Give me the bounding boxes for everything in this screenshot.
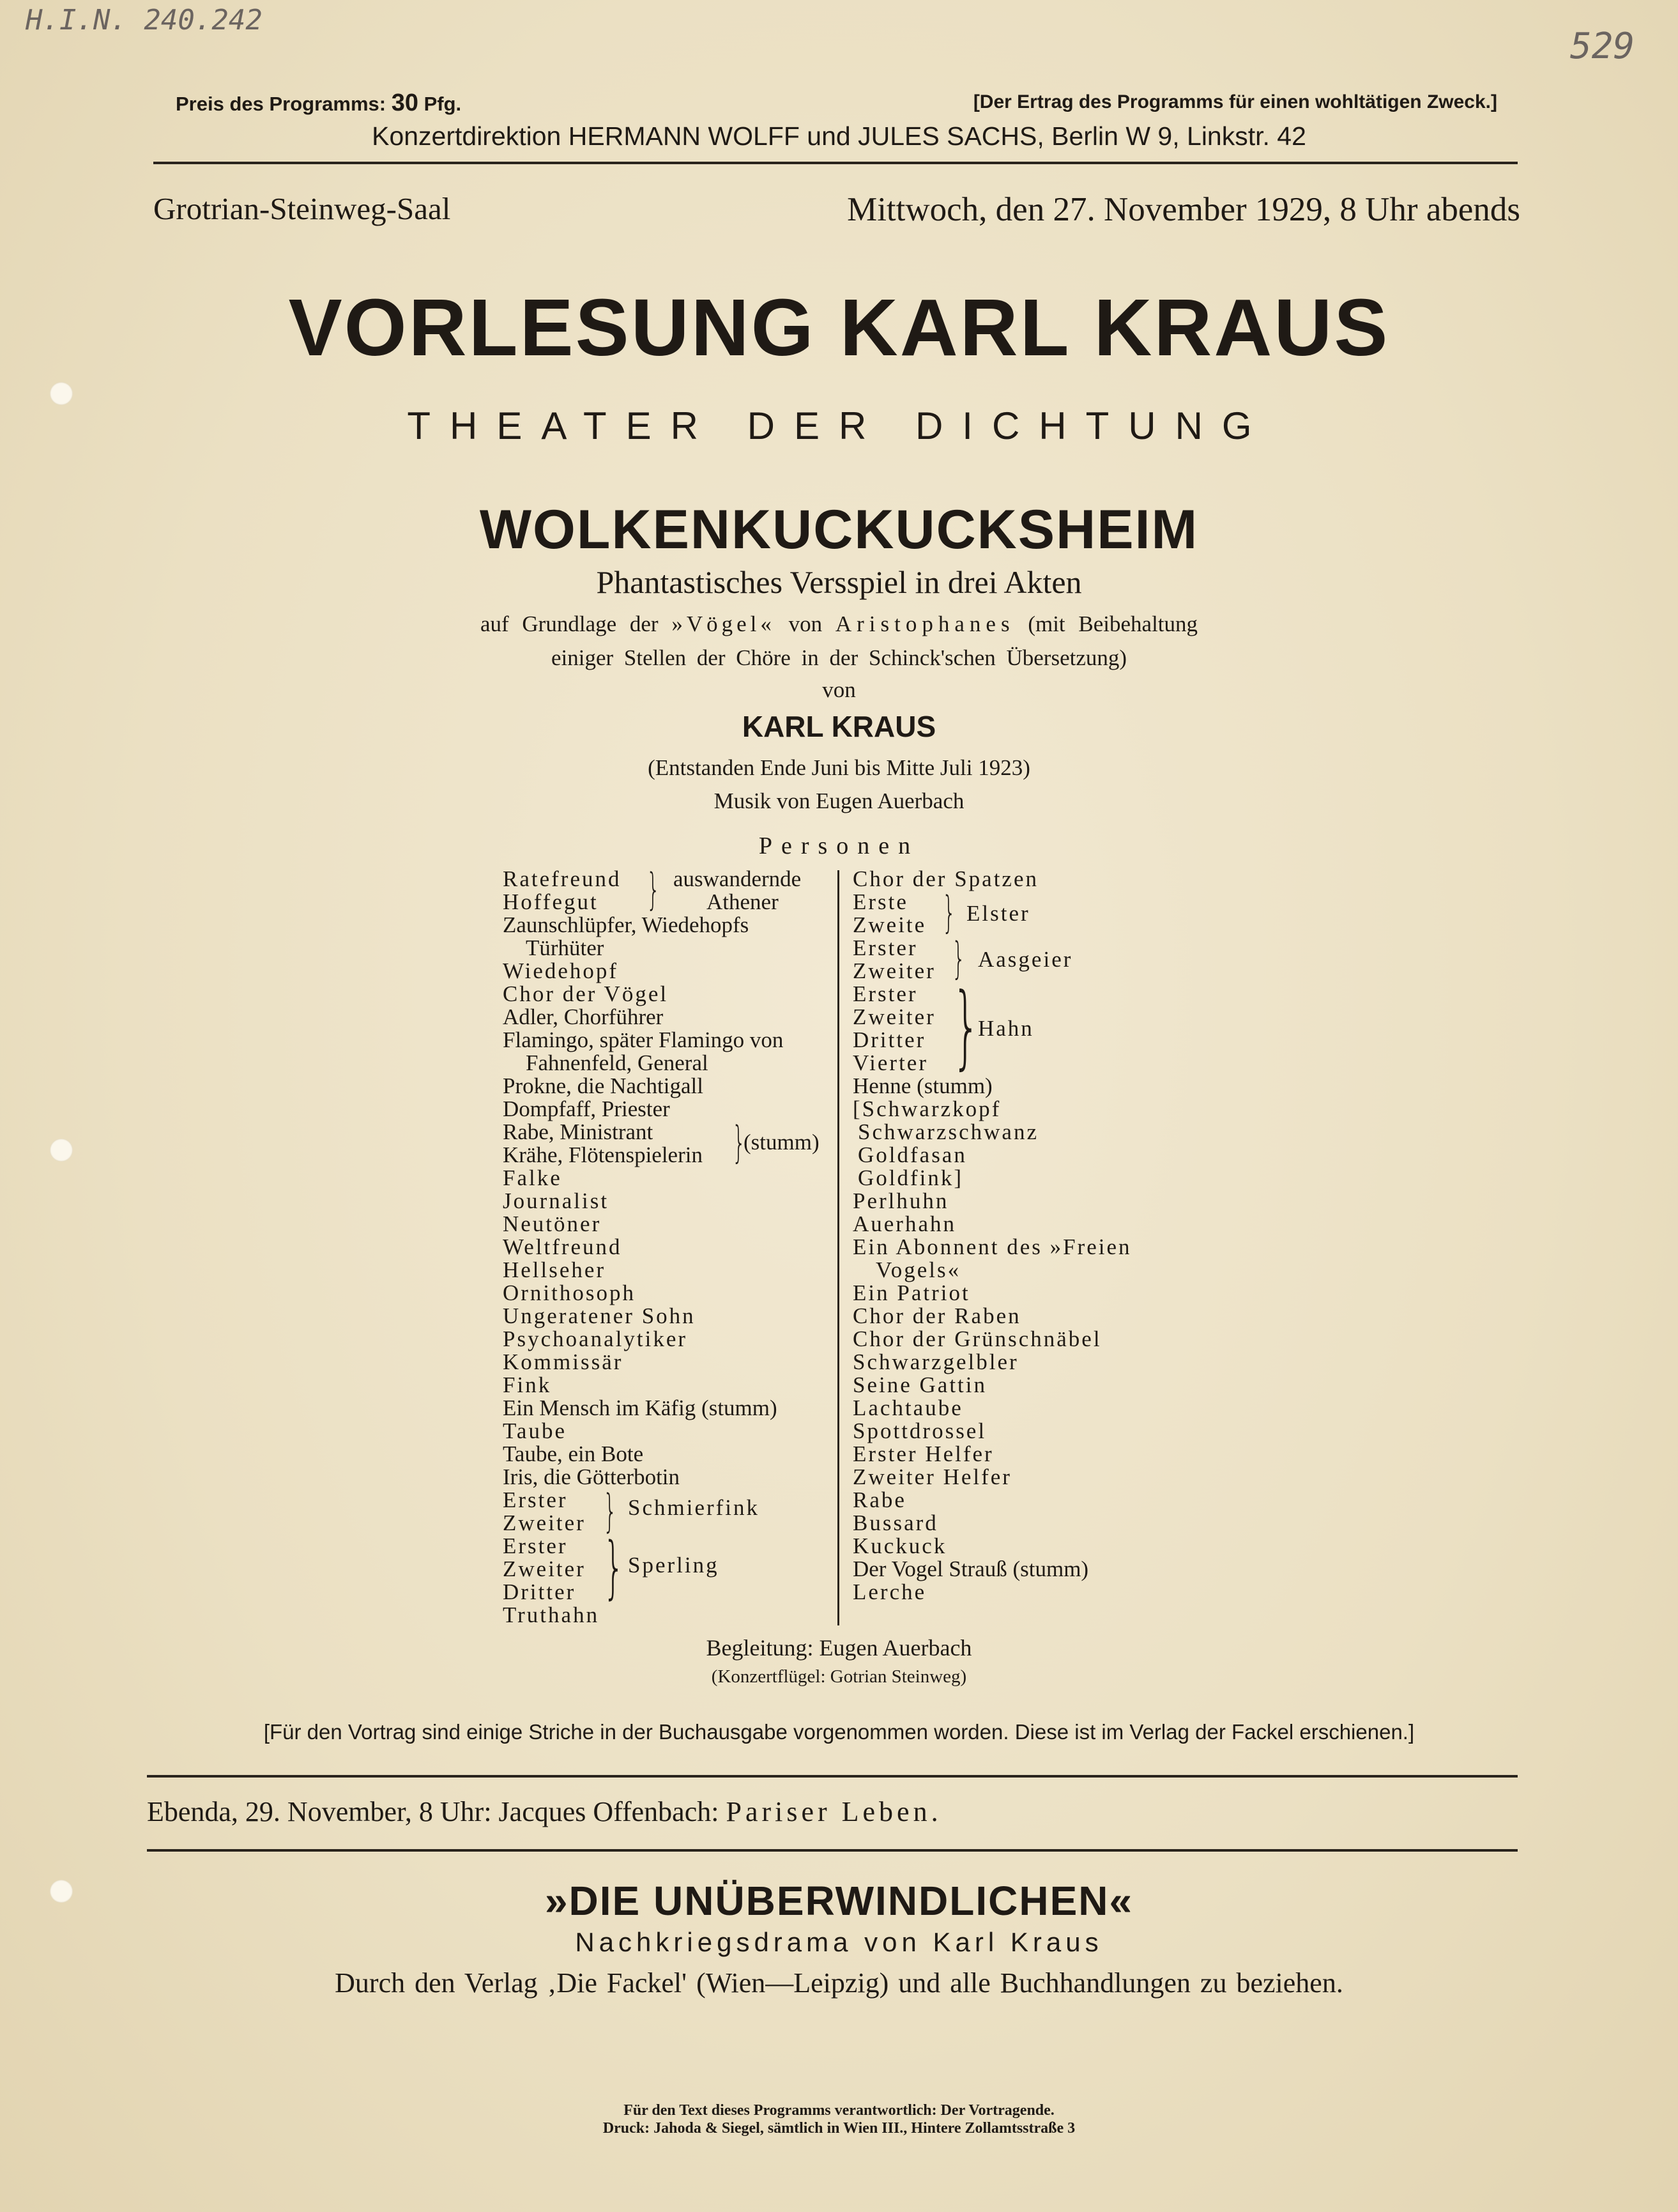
- divider: [153, 162, 1518, 164]
- cast-item: Erster Helfer: [853, 1441, 994, 1466]
- brace-icon: }: [952, 933, 966, 984]
- accompaniment: Begleitung: Eugen Auerbach: [706, 1635, 972, 1661]
- cast-item: Taube, ein Bote: [503, 1441, 644, 1466]
- next-event-title: Pariser Leben.: [726, 1796, 942, 1827]
- brace-icon: }: [952, 974, 981, 1079]
- play-written: (Entstanden Ende Juni bis Mitte Juli 1923): [648, 755, 1030, 780]
- cast-item: Zweiter Helfer: [853, 1464, 1012, 1489]
- cast-item: Zweiter: [503, 1510, 586, 1535]
- cast-item: Zweiter: [503, 1556, 586, 1581]
- cast-item: Erster: [503, 1487, 568, 1512]
- punch-hole: [50, 1139, 73, 1162]
- cast-item: Ein Patriot: [853, 1280, 970, 1305]
- cast-item: Hoffegut: [503, 889, 599, 914]
- basis-von: von: [788, 611, 823, 636]
- cast-item: Lachtaube: [853, 1395, 963, 1420]
- play-author: KARL KRAUS: [742, 710, 936, 743]
- cast-column-divider: [837, 870, 839, 1625]
- cast-group-label: Hahn: [978, 1016, 1034, 1041]
- cast-item: Goldfink]: [858, 1165, 964, 1190]
- page-number: 529: [1570, 26, 1635, 67]
- cast-item: Dritter: [853, 1027, 926, 1052]
- divider: [147, 1849, 1518, 1852]
- performance-note: [Für den Vortrag sind einige Striche in der Buchausgabe vorgenommen worden. Diese ist im Verlag der Fackel erschienen.]: [263, 1720, 1415, 1744]
- cast-item: Kommissär: [503, 1349, 623, 1374]
- basis-aristophanes: Aristophanes: [835, 611, 1015, 636]
- cast-item: Dompfaff, Priester: [503, 1096, 670, 1121]
- divider: [147, 1775, 1518, 1778]
- cast-item: Erster: [853, 981, 918, 1006]
- cast-item: Adler, Chorführer: [503, 1004, 664, 1029]
- play-von: von: [822, 677, 856, 702]
- price-unit: Pfg.: [423, 93, 462, 115]
- cast-item: Wiedehopf: [503, 958, 619, 983]
- cast-item: Seine Gattin: [853, 1372, 987, 1397]
- basis-paren: (mit Beibehaltung: [1028, 611, 1198, 636]
- price-value: 30: [391, 89, 418, 116]
- cast-item: Bussard: [853, 1510, 938, 1535]
- brace-icon: }: [646, 864, 660, 915]
- cast-item: Chor der Spatzen: [853, 866, 1039, 891]
- imprint-line1: Für den Text dieses Programms verantwortlich: Der Vortragende.: [623, 2102, 1055, 2119]
- cast-item: Journalist: [503, 1188, 609, 1213]
- brace-icon: }: [603, 1485, 618, 1537]
- cast-group-label: Schmierfink: [628, 1495, 760, 1520]
- punch-hole: [50, 382, 73, 405]
- cast-item: Psychoanalytiker: [503, 1326, 688, 1351]
- play-subtitle: Phantastisches Versspiel in drei Akten: [596, 564, 1082, 600]
- cast-item: Rabe, Ministrant: [503, 1119, 653, 1144]
- cast-item: Goldfasan: [858, 1142, 967, 1167]
- cast-item: Vogels«: [876, 1257, 961, 1282]
- basis-text: auf Grundlage der: [480, 611, 659, 636]
- cast-item: Der Vogel Strauß (stumm): [853, 1556, 1089, 1581]
- play-music: Musik von Eugen Auerbach: [713, 788, 965, 813]
- cast-group-label: Athener: [706, 889, 779, 914]
- basis-voegel: »Vögel«: [671, 611, 775, 636]
- cast-item: Fahnenfeld, General: [526, 1050, 708, 1075]
- play-title: WOLKENKUCKUCKSHEIM: [479, 499, 1199, 560]
- cast-item: Fink: [503, 1372, 552, 1397]
- cast-item: Hellseher: [503, 1257, 606, 1282]
- cast-item: Türhüter: [526, 935, 604, 960]
- cast-item: Zweiter: [853, 1004, 936, 1029]
- cast-item: Chor der Raben: [853, 1303, 1021, 1328]
- cast-group-label: Sperling: [628, 1553, 719, 1578]
- next-event: [147, 1795, 942, 1828]
- cast-item: Lerche: [853, 1579, 927, 1604]
- cast-item: Zweite: [853, 912, 927, 937]
- cast-item: Zweiter: [853, 958, 936, 983]
- piano-note: (Konzertflügel: Gotrian Steinweg): [711, 1666, 967, 1687]
- advert-title: »DIE UNÜBERWINDLICHEN«: [544, 1878, 1134, 1924]
- cast-group-label: Elster: [966, 901, 1030, 926]
- cast-item: Erste: [853, 889, 908, 914]
- cast-item: Rabe: [853, 1487, 906, 1512]
- brace-icon: }: [603, 1528, 625, 1606]
- cast-item: Iris, die Götterbotin: [503, 1464, 680, 1489]
- cast-item: Spottdrossel: [853, 1418, 987, 1443]
- cast-item: Kuckuck: [853, 1533, 947, 1558]
- brace-icon: }: [942, 887, 956, 938]
- cast-group-label: (stumm): [744, 1130, 820, 1155]
- cast-item: Henne (stumm): [853, 1073, 993, 1098]
- cast-item: Ein Abonnent des »Freien: [853, 1234, 1132, 1259]
- cast-item: Chor der Vögel: [503, 981, 669, 1006]
- cast-item: Vierter: [853, 1050, 929, 1075]
- agency-line: Konzertdirektion HERMANN WOLFF und JULES SACHS, Berlin W 9, Linkstr. 42: [372, 121, 1306, 151]
- cast-item: Erster: [853, 935, 918, 960]
- price-label: Preis des Programms:: [176, 93, 386, 115]
- cast-item: Ungeratener Sohn: [503, 1303, 696, 1328]
- advert-availability: Durch den Verlag ‚Die Fackel' (Wien—Leipzig) und alle Buchhandlungen zu beziehen.: [335, 1967, 1343, 1999]
- cast-item: Erster: [503, 1533, 568, 1558]
- cast-item: Truthahn: [503, 1602, 600, 1627]
- cast-item: Prokne, die Nachtigall: [503, 1073, 703, 1098]
- cast-item: Weltfreund: [503, 1234, 622, 1259]
- cast-item: Schwarzschwanz: [858, 1119, 1039, 1144]
- cast-item: [Schwarzkopf: [853, 1096, 1002, 1121]
- cast-item: Ornithosoph: [503, 1280, 636, 1305]
- play-basis-line1: [0, 611, 1678, 637]
- cast-item: Auerhahn: [853, 1211, 957, 1236]
- cast-group-label: Aasgeier: [978, 947, 1073, 972]
- cast-item: Taube: [503, 1418, 567, 1443]
- cast-item: Ein Mensch im Käfig (stumm): [503, 1395, 777, 1420]
- cast-item: Dritter: [503, 1579, 576, 1604]
- play-basis-line2: einiger Stellen der Chöre in der Schinck'schen Übersetzung): [551, 645, 1127, 670]
- archive-signature: H.I.N. 240.242: [26, 4, 263, 36]
- cast-heading: Personen: [758, 833, 920, 859]
- cast-item: Chor der Grünschnäbel: [853, 1326, 1102, 1351]
- charity-note: [Der Ertrag des Programms für einen wohltätigen Zweck.]: [973, 91, 1497, 112]
- event-datetime: Mittwoch, den 27. November 1929, 8 Uhr abends: [847, 191, 1520, 228]
- brace-icon: }: [732, 1118, 746, 1168]
- venue: Grotrian-Steinweg-Saal: [153, 191, 451, 226]
- cast-item: Neutöner: [503, 1211, 602, 1236]
- cast-item: Perlhuhn: [853, 1188, 949, 1213]
- cast-item: Krähe, Flötenspielerin: [503, 1142, 703, 1167]
- cast-item: Flamingo, später Flamingo von: [503, 1027, 784, 1052]
- cast-item: Schwarzgelbler: [853, 1349, 1019, 1374]
- program-price: [176, 89, 461, 117]
- advert-subtitle: Nachkriegsdrama von Karl Kraus: [575, 1927, 1103, 1957]
- cast-group-label: auswandernde: [673, 866, 802, 891]
- next-event-prefix: Ebenda, 29. November, 8 Uhr: Jacques Offenbach:: [147, 1796, 719, 1827]
- series-title: THEATER DER DICHTUNG: [407, 404, 1271, 447]
- event-title: VORLESUNG KARL KRAUS: [288, 282, 1390, 373]
- imprint-line2: Druck: Jahoda & Siegel, sämtlich in Wien III., Hintere Zollamtsstraße 3: [602, 2120, 1076, 2137]
- cast-item: Zaunschlüpfer, Wiedehopfs: [503, 912, 749, 937]
- cast-item: Falke: [503, 1165, 562, 1190]
- cast-item: Ratefreund: [503, 866, 622, 891]
